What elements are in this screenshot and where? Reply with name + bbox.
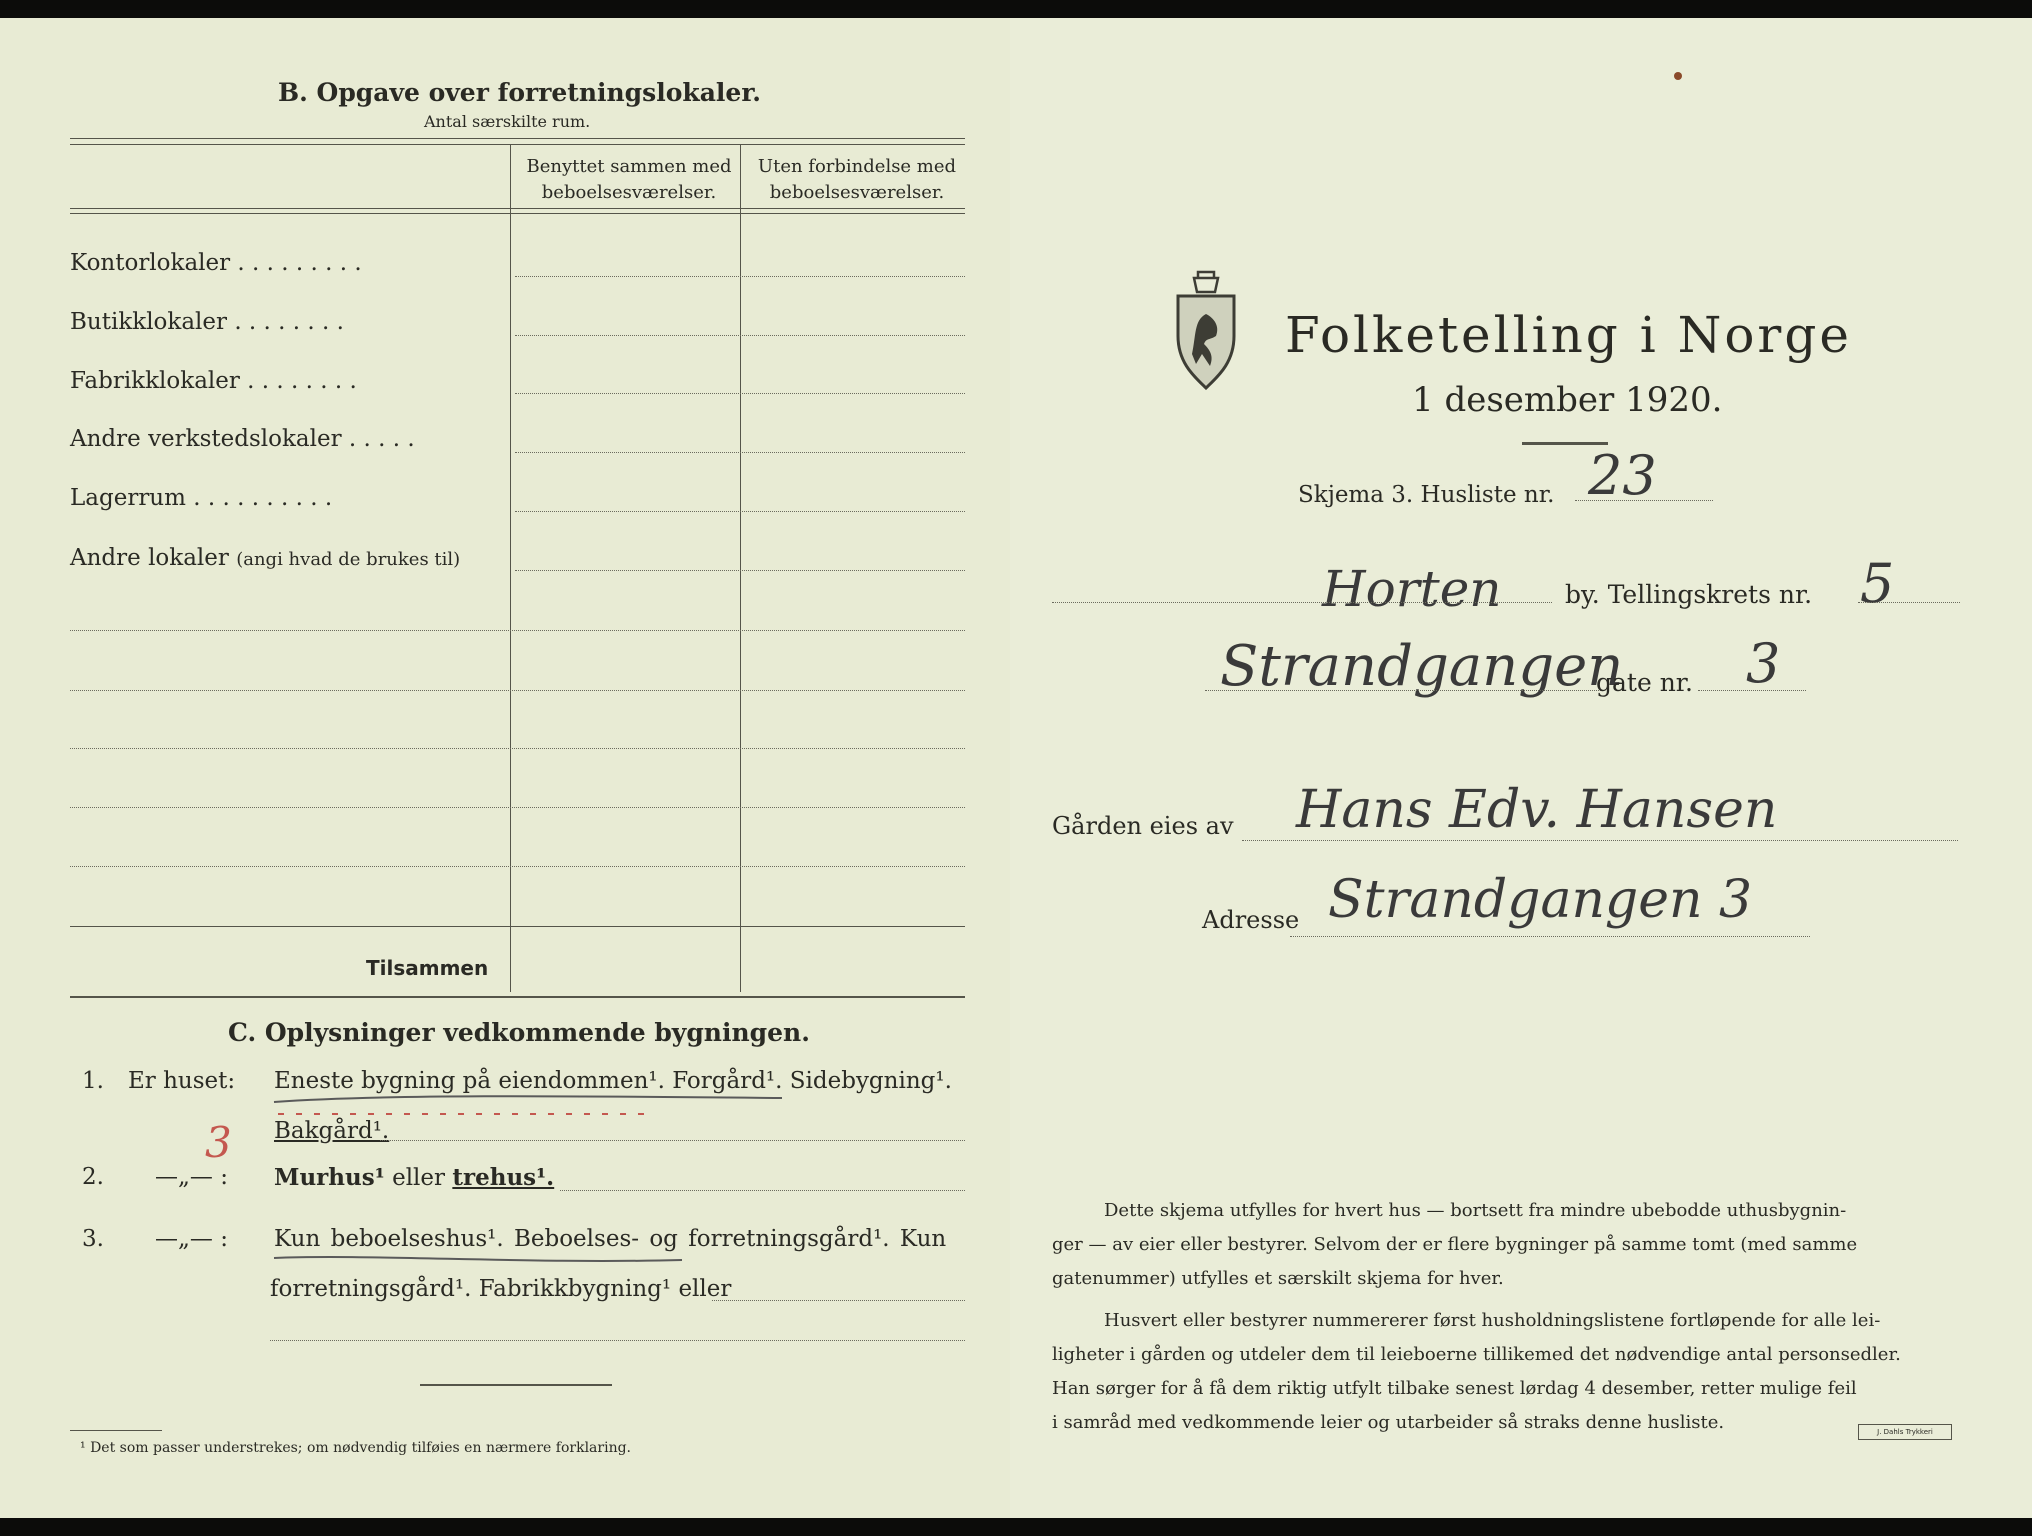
para2-line4: i samråd med vedkommende leier og utarbeider så straks denne husliste. [1052, 1412, 1725, 1433]
col2-header-line1: Uten forbindelse med [757, 156, 957, 177]
gate-number: 3 [1746, 632, 1781, 695]
col2-header-line2: beboelsesværelser. [769, 182, 945, 203]
krets-line [1858, 602, 1960, 603]
ink-spot [1674, 72, 1682, 80]
q3-underline-mark [270, 1250, 690, 1266]
col2-header [746, 154, 968, 206]
q2-trehus: trehus¹. [452, 1164, 555, 1191]
table-top-rule-2 [70, 144, 965, 145]
eier-label: Gården eies av [1052, 812, 1234, 840]
row-kontorlokaler: Kontorlokaler . . . . . . . . . [70, 250, 362, 276]
tellingskrets-number: 5 [1860, 552, 1895, 615]
total-rule [70, 926, 965, 927]
andre-lokaler-note: (angi hvad de brukes til) [236, 549, 461, 570]
q3-number: 3. [82, 1226, 104, 1252]
gate-name-line [1205, 690, 1603, 691]
q3-fill-line [712, 1300, 965, 1301]
row-butikklokaler: Butikklokaler . . . . . . . . [70, 309, 344, 335]
row-line [515, 335, 965, 336]
by-line [1052, 602, 1552, 603]
row-lagerrum: Lagerrum . . . . . . . . . . [70, 485, 333, 511]
row-line [70, 866, 965, 867]
andre-lokaler-label: Andre lokaler [70, 545, 229, 571]
q3-options-2: forretningsgård¹. Fabrikkbygning¹ eller [270, 1276, 732, 1302]
instructions-paragraph-1 [1052, 1194, 1957, 1296]
form-date: 1 desember 1920. [1412, 380, 1723, 420]
row-line [515, 393, 965, 394]
gate-number-line [1698, 690, 1806, 691]
header-bottom-rule-2 [70, 213, 965, 214]
row-line [70, 630, 965, 631]
form-title: Folketelling i Norge [1285, 306, 1852, 364]
printer-stamp: J. Dahls Trykkeri [1858, 1424, 1952, 1440]
q2-label: —„— : [155, 1164, 228, 1190]
instructions-paragraph-2 [1052, 1304, 1957, 1440]
row-fabrikklokaler: Fabrikklokaler . . . . . . . . [70, 368, 357, 394]
q2-fill-line [560, 1190, 965, 1191]
header-bottom-rule [70, 208, 965, 209]
para2-line2: ligheter i gården og utdeler dem til leieboerne tillikemed det nødvendige antal personsedler. [1052, 1344, 1901, 1365]
column-divider-2 [740, 144, 741, 992]
by-label: by. Tellingskrets nr. [1565, 580, 1813, 609]
q1-option-bakgard: Bakgård¹. [274, 1118, 390, 1144]
row-line [515, 452, 965, 453]
row-andre-lokaler [70, 545, 460, 571]
column-divider-1 [510, 144, 511, 992]
section-c-title: C. Oplysninger vedkommende bygningen. [228, 1018, 810, 1047]
para1-line2: ger — av eier eller bestyrer. Selvom der er flere bygninger på samme tomt (med samme [1052, 1234, 1858, 1255]
closing-rule [420, 1384, 612, 1386]
para2-line3: Han sørger for å få dem riktig utfylt tilbake senest lørdag 4 desember, retter mulige feil [1052, 1378, 1857, 1399]
total-label: Tilsammen [366, 956, 489, 980]
coat-of-arms-icon [1168, 266, 1244, 396]
q2-murhus: Murhus¹ [274, 1164, 385, 1191]
col1-header-line1: Benyttet sammen med [526, 156, 732, 177]
q1-number: 1. [82, 1068, 104, 1094]
row-line [515, 570, 965, 571]
section-b-subtitle: Antal særskilte rum. [424, 112, 591, 131]
skjema-label: Skjema 3. Husliste nr. [1298, 482, 1555, 508]
para1-line3: gatenummer) utfylles et særskilt skjema for hver. [1052, 1268, 1504, 1289]
q3-fill-line-2 [270, 1340, 965, 1341]
adresse-line [1290, 936, 1810, 937]
table-top-rule [70, 138, 965, 139]
eier-line [1242, 840, 1958, 841]
para2-line1: Husvert eller bestyrer nummererer først husholdningslistene fortløpende for alle lei- [1104, 1310, 1881, 1331]
right-page [1010, 18, 2032, 1518]
by-handwritten: Horten [1322, 560, 1502, 618]
row-line [70, 807, 965, 808]
q2-eller: eller [392, 1165, 446, 1191]
table-bottom-rule [70, 996, 965, 998]
footnote: ¹ Det som passer understrekes; om nødvendig tilføies en nærmere forklaring. [80, 1440, 632, 1456]
gate-label: gate nr. [1596, 668, 1693, 697]
q1-label: Er huset: [128, 1068, 236, 1094]
q1-fill-line [380, 1140, 965, 1141]
q1-options: Eneste bygning på eiendommen¹. Forgård¹. Sidebygning¹. [274, 1068, 952, 1094]
col1-header-line2: beboelsesværelser. [541, 182, 717, 203]
row-line [515, 511, 965, 512]
section-b-title: B. Opgave over forretningslokaler. [278, 78, 761, 107]
q2-number: 2. [82, 1164, 104, 1190]
q3-options: Kun beboelseshus¹. Beboelses- og forretningsgård¹. Kun [274, 1226, 947, 1252]
left-page [0, 18, 1010, 1518]
adresse-handwritten: Strandgangen 3 [1328, 870, 1753, 930]
row-line [70, 748, 965, 749]
q3-label: —„— : [155, 1226, 228, 1252]
eier-handwritten: Hans Edv. Hansen [1296, 780, 1778, 840]
footnote-rule [70, 1430, 162, 1431]
row-verkstedslokaler: Andre verkstedslokaler . . . . . [70, 426, 415, 452]
adresse-label: Adresse [1202, 906, 1300, 934]
q1-handwritten-mark: 3 [205, 1118, 232, 1167]
census-form-sheet [0, 18, 2032, 1518]
q2-options [274, 1164, 554, 1191]
para1-line1: Dette skjema utfylles for hvert hus — bortsett fra mindre ubebodde uthusbygnin- [1104, 1200, 1847, 1221]
husliste-number: 23 [1588, 444, 1657, 507]
row-line [515, 276, 965, 277]
row-line [70, 690, 965, 691]
husliste-line [1575, 500, 1713, 501]
gate-handwritten: Strandgangen [1220, 634, 1624, 699]
col1-header [518, 154, 740, 206]
